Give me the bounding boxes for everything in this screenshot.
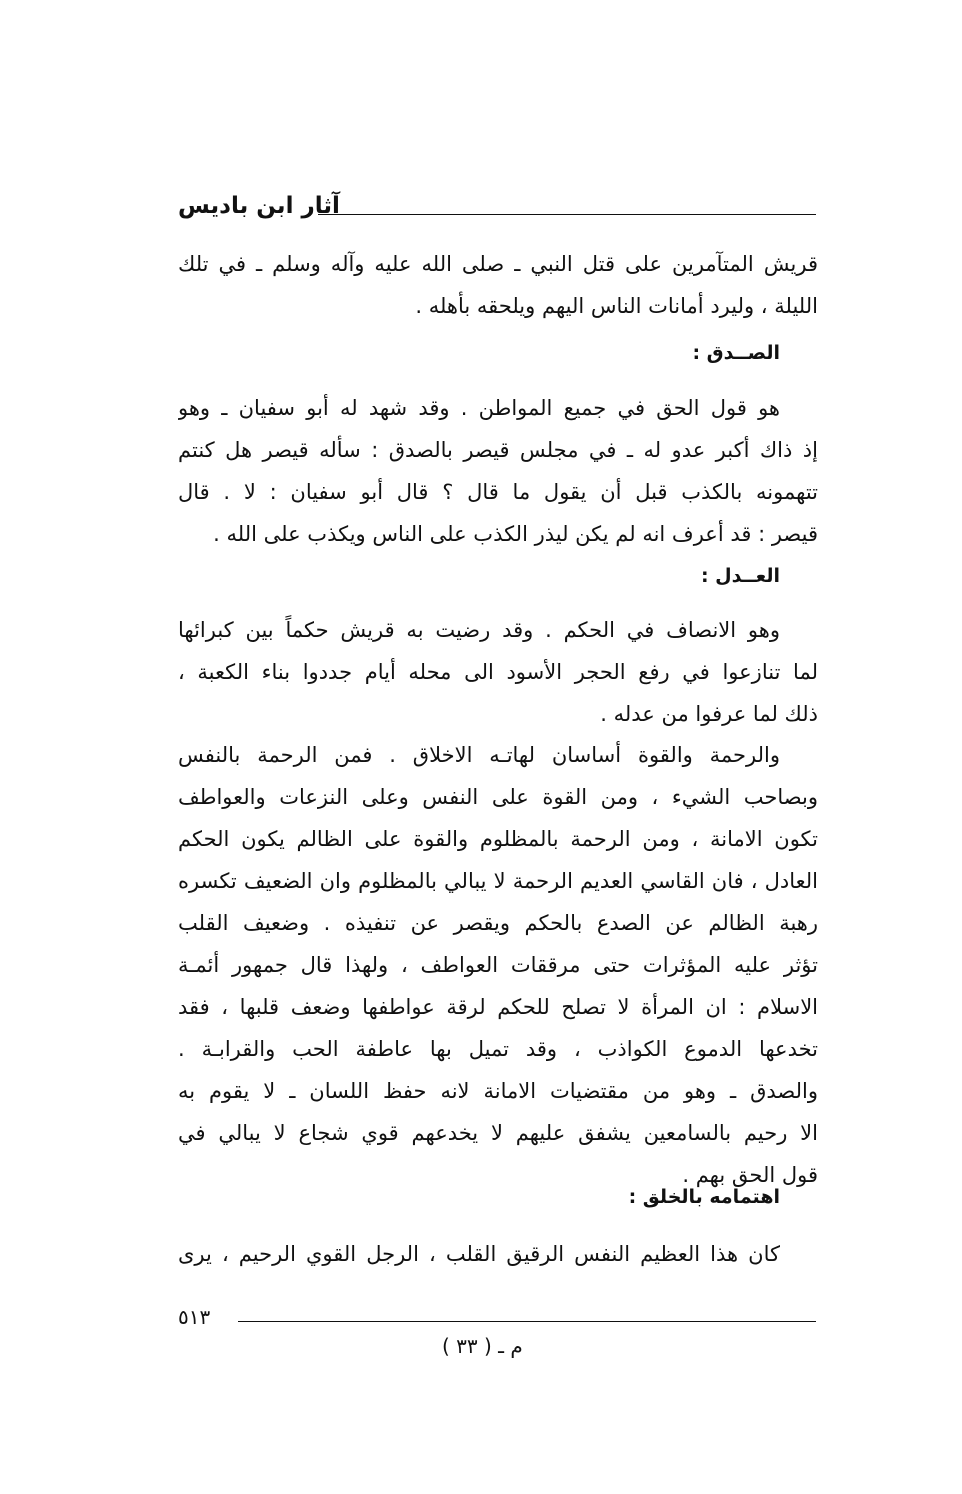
text-line: ذلك لما عرفوا من عدله . xyxy=(600,702,818,726)
text-line: قريش المتآمرين على قتل النبي ـ صلى الله عليه وآله وسلم ـ في تلك xyxy=(178,252,818,276)
footer-rule xyxy=(238,1321,816,1322)
text-line: وبصاحب الشيء ، ومن القوة على النفس وعلى النزعات والعواطف xyxy=(178,785,818,809)
text-line: تخدعها الدموع الكواذب ، وقد تميل بها عاطفة الحب والقرابـة . xyxy=(178,1037,818,1061)
text-line: قيصر : قد أعرف انه لم يكن ليذر الكذب على الناس ويكذب على الله . xyxy=(213,522,818,546)
heading-adl: العــدل : xyxy=(700,565,780,587)
text-line: كان هذا العظيم النفس الرقيق القلب ، الرجل القوي الرحيم ، يرى xyxy=(178,1242,780,1266)
running-header-title: آثار ابن باديس xyxy=(178,193,340,219)
text-line: العادل ، فان القاسي العديم الرحمة لا يبالي بالمظلوم وان الضعيف تكسره xyxy=(178,869,818,893)
text-line: قول الحق بهم . xyxy=(682,1163,818,1187)
text-line: والرحمة والقوة أساسان لهاتـه الاخلاق . فمن الرحمة بالنفس xyxy=(178,743,780,767)
paragraph-rahma xyxy=(178,734,818,1196)
paragraph-sidq xyxy=(178,387,818,555)
heading-khalq: اهتمامه بالخلق : xyxy=(628,1186,780,1208)
text-line: تكون الامانة ، ومن الرحمة بالمظلوم والقوة على الظالم يكون الحكم xyxy=(178,827,818,851)
text-line: الا رحيم بالسامعين يشفق عليهم لا يخدعهم قوي شجاع لا يبالي في xyxy=(178,1121,818,1145)
paragraph-khalq xyxy=(178,1233,818,1275)
text-line: إذ ذاك أكبر عدو له ـ في مجلس قيصر بالصدق : سأله قيصر هل كنتم xyxy=(178,438,818,462)
text-line: تؤثر عليه المؤثرات حتى مرققات العواطف ، ولهذا قال جمهور أئمـة xyxy=(178,953,818,977)
paragraph-intro xyxy=(178,243,818,327)
page-number: ٥١٣ xyxy=(178,1305,211,1329)
text-line: رهبة الظالم عن الصدع بالحكم ويقصر عن تنفيذه . وضعيف القلب xyxy=(178,911,818,935)
text-line: الاسلام : ان المرأة لا تصلح للحكم لرقة عواطفها وضعف قلبها ، فقد xyxy=(178,995,818,1019)
text-line: الليلة ، وليرد أمانات الناس اليهم ويلحقه بأهله . xyxy=(415,294,818,318)
text-line: لما تنازعوا في رفع الحجر الأسود الى محله أيام جددوا بناء الكعبة ، xyxy=(178,660,818,684)
header-rule xyxy=(318,214,816,215)
text-line: تتهمونه بالكذب قبل أن يقول ما قال ؟ قال أبو سفيان : لا . قال xyxy=(178,480,818,504)
heading-sidq: الصــدق : xyxy=(692,342,780,364)
paragraph-adl xyxy=(178,609,818,735)
text-line: والصدق ـ وهو من مقتضيات الامانة لانه حفظ اللسان ـ لا يقوم به xyxy=(178,1079,818,1103)
printer-signature: م ـ ( ٣٣ ) xyxy=(442,1334,523,1358)
text-line: وهو الانصاف في الحكم . وقد رضيت به قريش حكماً بين كبرائها xyxy=(178,618,780,642)
text-line: هو قول الحق في جميع المواطن . وقد شهد له أبو سفيان ـ وهو xyxy=(178,396,780,420)
